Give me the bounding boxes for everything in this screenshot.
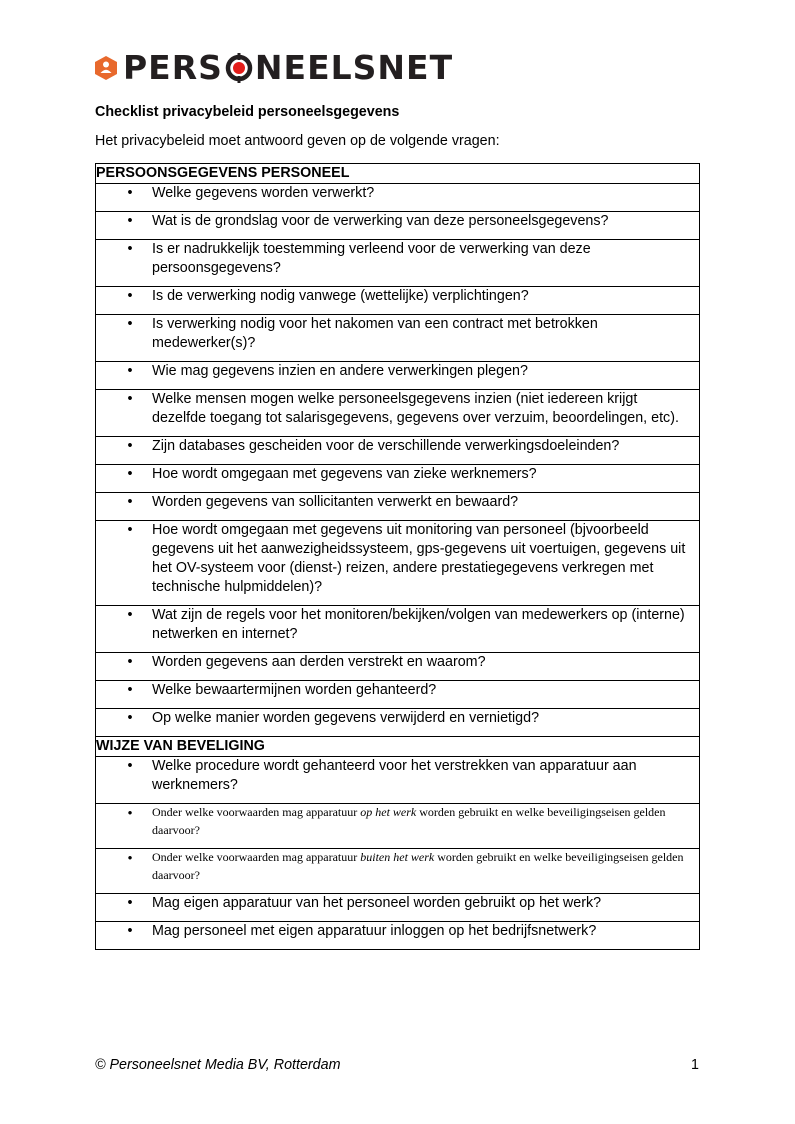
checklist-row <box>96 212 700 240</box>
checklist-row <box>96 709 700 737</box>
checklist-item-text: Worden gegevens aan derden verstrekt en waarom? <box>152 654 486 670</box>
item-text-part: worden gebruikt en welke beveiligingseisen gelden daarvoor? <box>152 805 666 837</box>
checklist-row <box>96 287 700 315</box>
checklist-item-text: Welke gegevens worden verwerkt? <box>152 185 375 201</box>
bullet-icon: • <box>127 494 133 510</box>
bullet-icon: • <box>127 185 133 201</box>
checklist-item-text: Is er nadrukkelijk toestemming verleend voor de verwerking van deze persoonsgegevens? <box>152 241 591 276</box>
checklist-item-text: Welke mensen mogen welke personeelsgegevens inzien (niet iedereen krijgt dezelfde toegang tot salarisgegevens, gegevens over verzuim, beoordelingen, etc). <box>152 391 679 426</box>
checklist-item-text: Wat is de grondslag voor de verwerking van deze personeelsgegevens? <box>152 213 609 229</box>
checklist-row <box>96 681 700 709</box>
checklist-row <box>96 493 700 521</box>
hexagon-person-icon <box>95 56 117 80</box>
checklist-item <box>96 606 699 652</box>
checklist-item <box>96 849 699 893</box>
bullet-icon: • <box>127 758 133 774</box>
item-text-part: Onder welke voorwaarden mag apparatuur <box>152 805 361 819</box>
checklist-item-text: Hoe wordt omgegaan met gegevens van zieke werknemers? <box>152 466 537 482</box>
item-text-part: Onder welke voorwaarden mag apparatuur <box>152 850 361 864</box>
checklist-row <box>96 184 700 212</box>
checklist-item <box>96 315 699 361</box>
checklist-item <box>96 521 699 605</box>
checklist-item <box>96 653 699 680</box>
bullet-icon: • <box>127 850 133 865</box>
checklist-row <box>96 653 700 681</box>
bullet-icon: • <box>127 682 133 698</box>
checklist-item <box>96 681 699 708</box>
bullet-icon: • <box>127 654 133 670</box>
section-heading: WIJZE VAN BEVELIGING <box>96 737 700 757</box>
bullet-icon: • <box>127 288 133 304</box>
checklist-row <box>96 390 700 437</box>
bullet-icon: • <box>127 391 133 407</box>
bullet-icon: • <box>127 363 133 379</box>
checklist-item-text <box>152 849 691 884</box>
checklist-item <box>96 437 699 464</box>
item-text-emphasis: buiten het werk <box>360 850 435 864</box>
checklist-item <box>96 757 699 803</box>
bullet-icon: • <box>127 466 133 482</box>
brand-logo <box>95 50 453 86</box>
section-heading-row <box>96 737 700 757</box>
checklist-item <box>96 493 699 520</box>
checklist-item-text: Wie mag gegevens inzien en andere verwerkingen plegen? <box>152 363 528 379</box>
checklist-item-text: Welke procedure wordt gehanteerd voor het verstrekken van apparatuur aan werknemers? <box>152 758 637 793</box>
checklist-row <box>96 465 700 493</box>
checklist-item-text: Welke bewaartermijnen worden gehanteerd? <box>152 682 437 698</box>
checklist-item <box>96 362 699 389</box>
bullet-icon: • <box>127 923 133 939</box>
bullet-icon: • <box>127 438 133 454</box>
checklist-item <box>96 390 699 436</box>
checklist-item-text: Zijn databases gescheiden voor de verschillende verwerkingsdoeleinden? <box>152 438 620 454</box>
checklist-row <box>96 315 700 362</box>
checklist-item <box>96 184 699 211</box>
bullet-icon: • <box>127 607 133 623</box>
checklist-item <box>96 465 699 492</box>
checklist-row <box>96 922 700 950</box>
checklist-item-text: Is de verwerking nodig vanwege (wettelijke) verplichtingen? <box>152 288 529 304</box>
bullet-icon: • <box>127 213 133 229</box>
bullet-icon: • <box>127 522 133 538</box>
bullet-icon: • <box>127 241 133 257</box>
checklist-item <box>96 804 699 848</box>
brand-wordmark <box>123 50 453 86</box>
checklist-row <box>96 849 700 894</box>
checklist-item-text: Worden gegevens van sollicitanten verwerkt en bewaard? <box>152 494 519 510</box>
checklist-item-text: Wat zijn de regels voor het monitoren/bekijken/volgen van medewerkers op (interne) netwerken en internet? <box>152 607 685 642</box>
crosshair-o-icon <box>224 53 254 83</box>
checklist-item <box>96 287 699 314</box>
bullet-icon: • <box>127 710 133 726</box>
checklist-row <box>96 362 700 390</box>
checklist-row <box>96 521 700 606</box>
checklist-row <box>96 437 700 465</box>
brand-name-part-1: PERS <box>123 48 223 87</box>
item-text-part: worden gebruikt en welke beveiligingseisen gelden daarvoor? <box>152 850 684 882</box>
brand-name-part-2: NEELSNET <box>254 48 454 87</box>
checklist-item <box>96 709 699 736</box>
section-heading: PERSOONSGEGEVENS PERSONEEL <box>96 164 700 184</box>
checklist-item-text: Is verwerking nodig voor het nakomen van een contract met betrokken medewerker(s)? <box>152 316 598 351</box>
section-heading-row <box>96 164 700 184</box>
checklist-row <box>96 240 700 287</box>
bullet-icon: • <box>127 895 133 911</box>
bullet-icon: • <box>127 316 133 332</box>
checklist-item-text: Op welke manier worden gegevens verwijderd en vernietigd? <box>152 710 540 726</box>
item-text-emphasis: op het werk <box>360 805 417 819</box>
document-intro: Het privacybeleid moet antwoord geven op de volgende vragen: <box>95 133 500 149</box>
checklist-table <box>95 163 700 950</box>
checklist-item <box>96 212 699 239</box>
checklist-row <box>96 804 700 849</box>
checklist-item-text: Mag personeel met eigen apparatuur inloggen op het bedrijfsnetwerk? <box>152 923 597 939</box>
checklist-item-text: Mag eigen apparatuur van het personeel worden gebruikt op het werk? <box>152 895 602 911</box>
checklist-item-text <box>152 804 691 839</box>
bullet-icon: • <box>127 805 133 820</box>
checklist-item <box>96 240 699 286</box>
checklist-item-text: Hoe wordt omgegaan met gegevens uit monitoring van personeel (bjvoorbeeld gegevens uit het aanwezigheidssysteem, gps-gegevens uit voertuigen, gegevens uit het OV-systeem voor (dienst-) reizen, andere prestatiegegevens verkregen met technische hulpmiddelen)? <box>152 522 686 595</box>
footer-copyright: © Personeelsnet Media BV, Rotterdam <box>95 1057 341 1073</box>
checklist-row <box>96 894 700 922</box>
checklist-row <box>96 757 700 804</box>
page-number: 1 <box>691 1057 699 1073</box>
checklist-item <box>96 894 699 921</box>
document-title: Checklist privacybeleid personeelsgegevens <box>95 104 400 120</box>
checklist-item <box>96 922 699 949</box>
checklist-row <box>96 606 700 653</box>
